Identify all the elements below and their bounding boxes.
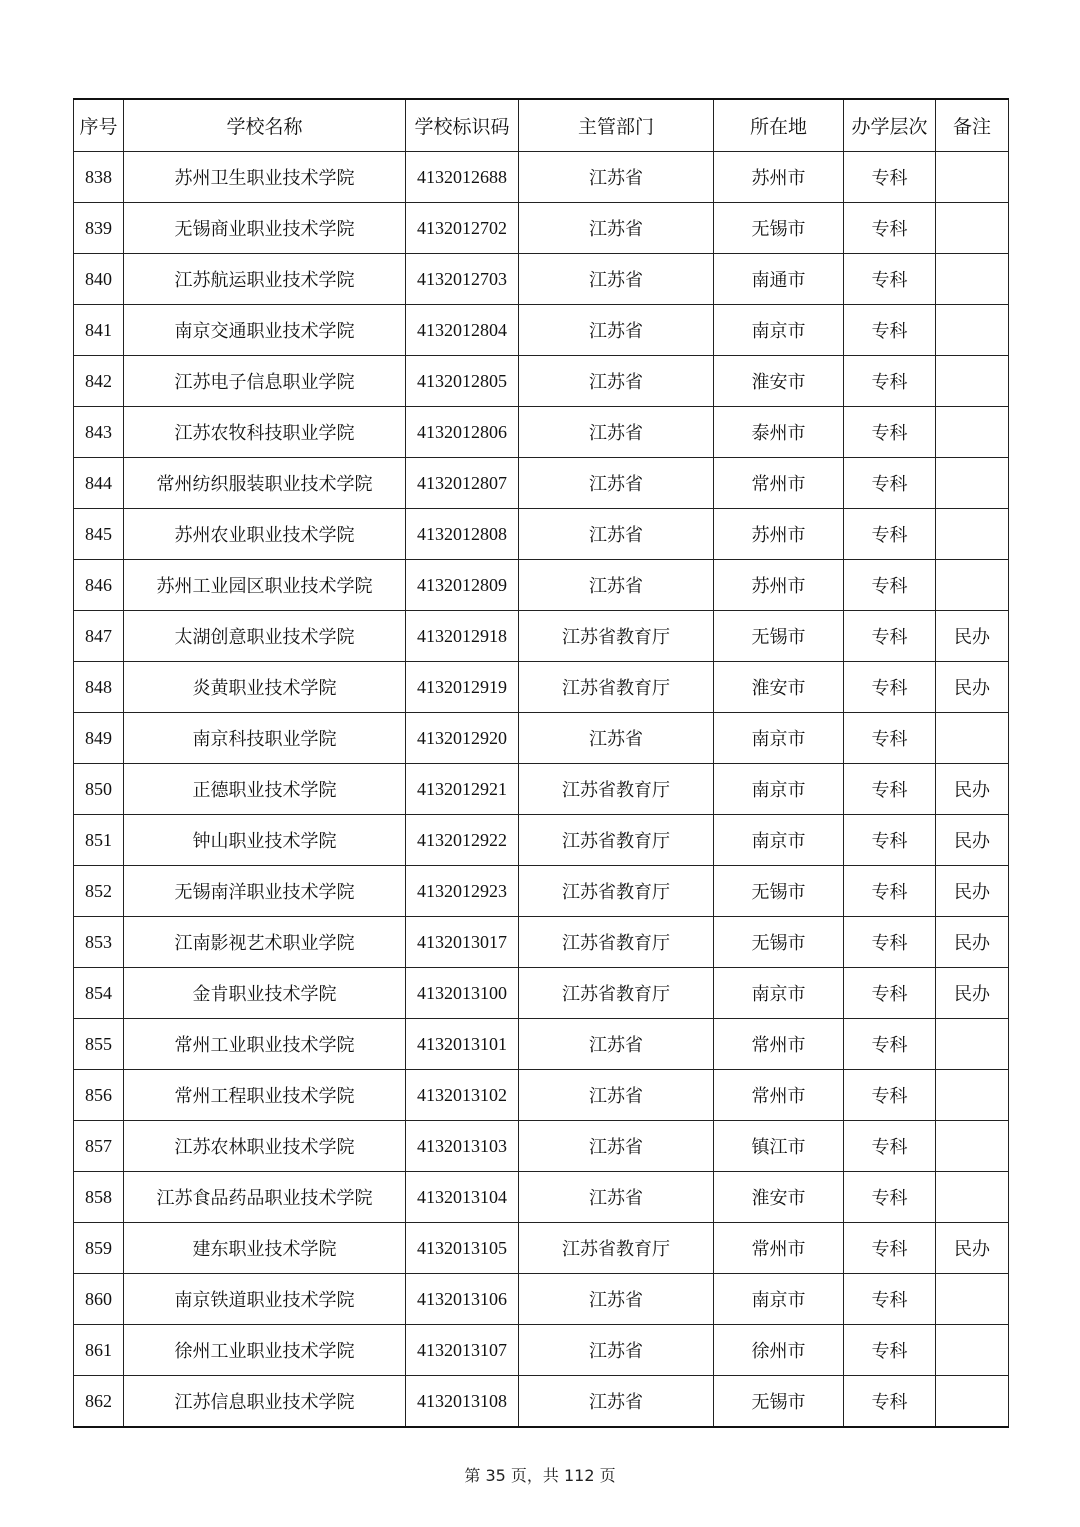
cell-level: 专科 <box>844 866 936 917</box>
cell-level: 专科 <box>844 1019 936 1070</box>
cell-school-code: 4132012808 <box>406 509 519 560</box>
cell-seq: 860 <box>74 1274 124 1325</box>
cell-department: 江苏省 <box>519 560 714 611</box>
cell-department: 江苏省教育厅 <box>519 764 714 815</box>
cell-seq: 851 <box>74 815 124 866</box>
cell-department: 江苏省教育厅 <box>519 917 714 968</box>
table-row <box>74 1070 1009 1121</box>
cell-department: 江苏省教育厅 <box>519 662 714 713</box>
cell-level: 专科 <box>844 407 936 458</box>
cell-department: 江苏省 <box>519 713 714 764</box>
cell-note: 民办 <box>936 764 1009 815</box>
cell-seq: 844 <box>74 458 124 509</box>
table-row <box>74 917 1009 968</box>
cell-department: 江苏省 <box>519 254 714 305</box>
cell-department: 江苏省教育厅 <box>519 866 714 917</box>
cell-note <box>936 1172 1009 1223</box>
table-row <box>74 611 1009 662</box>
table-row <box>74 713 1009 764</box>
cell-level: 专科 <box>844 662 936 713</box>
cell-seq: 853 <box>74 917 124 968</box>
cell-level: 专科 <box>844 203 936 254</box>
cell-note: 民办 <box>936 968 1009 1019</box>
cell-location: 南京市 <box>714 713 844 764</box>
cell-note <box>936 1376 1009 1428</box>
table-row <box>74 815 1009 866</box>
cell-level: 专科 <box>844 764 936 815</box>
cell-seq: 862 <box>74 1376 124 1428</box>
cell-level: 专科 <box>844 356 936 407</box>
cell-seq: 861 <box>74 1325 124 1376</box>
table-row <box>74 866 1009 917</box>
header-level: 办学层次 <box>844 99 936 152</box>
cell-school-code: 4132012922 <box>406 815 519 866</box>
cell-location: 徐州市 <box>714 1325 844 1376</box>
cell-school-name: 苏州工业园区职业技术学院 <box>124 560 406 611</box>
table-row <box>74 560 1009 611</box>
cell-seq: 840 <box>74 254 124 305</box>
cell-department: 江苏省教育厅 <box>519 815 714 866</box>
cell-school-name: 钟山职业技术学院 <box>124 815 406 866</box>
cell-location: 泰州市 <box>714 407 844 458</box>
cell-school-code: 4132012688 <box>406 152 519 203</box>
cell-school-code: 4132012923 <box>406 866 519 917</box>
cell-location: 无锡市 <box>714 203 844 254</box>
cell-department: 江苏省 <box>519 203 714 254</box>
cell-department: 江苏省 <box>519 1121 714 1172</box>
cell-note: 民办 <box>936 866 1009 917</box>
cell-seq: 859 <box>74 1223 124 1274</box>
table-row <box>74 407 1009 458</box>
cell-note <box>936 458 1009 509</box>
cell-location: 南京市 <box>714 815 844 866</box>
cell-seq: 850 <box>74 764 124 815</box>
cell-note <box>936 1070 1009 1121</box>
cell-note <box>936 1121 1009 1172</box>
cell-department: 江苏省 <box>519 458 714 509</box>
cell-location: 苏州市 <box>714 509 844 560</box>
cell-location: 南京市 <box>714 1274 844 1325</box>
table-row <box>74 1376 1009 1428</box>
cell-department: 江苏省 <box>519 152 714 203</box>
cell-school-name: 常州纺织服装职业技术学院 <box>124 458 406 509</box>
cell-location: 南京市 <box>714 305 844 356</box>
cell-school-code: 4132012804 <box>406 305 519 356</box>
cell-seq: 838 <box>74 152 124 203</box>
table-row <box>74 968 1009 1019</box>
cell-location: 镇江市 <box>714 1121 844 1172</box>
cell-school-name: 常州工业职业技术学院 <box>124 1019 406 1070</box>
cell-level: 专科 <box>844 305 936 356</box>
cell-department: 江苏省 <box>519 1325 714 1376</box>
cell-school-code: 4132013103 <box>406 1121 519 1172</box>
school-roster-table <box>73 98 1009 1428</box>
cell-school-code: 4132013100 <box>406 968 519 1019</box>
cell-location: 无锡市 <box>714 917 844 968</box>
cell-school-code: 4132012805 <box>406 356 519 407</box>
cell-location: 淮安市 <box>714 662 844 713</box>
cell-note <box>936 509 1009 560</box>
table-row <box>74 662 1009 713</box>
table-row <box>74 305 1009 356</box>
cell-school-code: 4132013102 <box>406 1070 519 1121</box>
table-row <box>74 1274 1009 1325</box>
table-row <box>74 203 1009 254</box>
cell-note <box>936 1019 1009 1070</box>
cell-school-name: 江苏航运职业技术学院 <box>124 254 406 305</box>
cell-department: 江苏省 <box>519 1376 714 1428</box>
cell-seq: 854 <box>74 968 124 1019</box>
cell-seq: 842 <box>74 356 124 407</box>
cell-location: 淮安市 <box>714 1172 844 1223</box>
cell-note: 民办 <box>936 815 1009 866</box>
cell-note: 民办 <box>936 1223 1009 1274</box>
table-row <box>74 1172 1009 1223</box>
table-row <box>74 1325 1009 1376</box>
cell-department: 江苏省 <box>519 1274 714 1325</box>
cell-seq: 847 <box>74 611 124 662</box>
cell-seq: 845 <box>74 509 124 560</box>
cell-location: 常州市 <box>714 458 844 509</box>
cell-note <box>936 560 1009 611</box>
cell-seq: 846 <box>74 560 124 611</box>
cell-department: 江苏省 <box>519 509 714 560</box>
header-school-name: 学校名称 <box>124 99 406 152</box>
cell-department: 江苏省 <box>519 305 714 356</box>
cell-school-code: 4132013107 <box>406 1325 519 1376</box>
cell-location: 南京市 <box>714 764 844 815</box>
cell-note <box>936 305 1009 356</box>
cell-school-name: 无锡南洋职业技术学院 <box>124 866 406 917</box>
cell-school-code: 4132012919 <box>406 662 519 713</box>
cell-school-code: 4132012921 <box>406 764 519 815</box>
cell-school-name: 金肯职业技术学院 <box>124 968 406 1019</box>
cell-seq: 848 <box>74 662 124 713</box>
table-row <box>74 509 1009 560</box>
cell-note <box>936 407 1009 458</box>
cell-school-name: 正德职业技术学院 <box>124 764 406 815</box>
cell-school-name: 常州工程职业技术学院 <box>124 1070 406 1121</box>
cell-department: 江苏省 <box>519 1172 714 1223</box>
cell-seq: 856 <box>74 1070 124 1121</box>
cell-location: 南通市 <box>714 254 844 305</box>
cell-location: 常州市 <box>714 1070 844 1121</box>
cell-note <box>936 713 1009 764</box>
cell-school-code: 4132012703 <box>406 254 519 305</box>
cell-seq: 858 <box>74 1172 124 1223</box>
cell-note: 民办 <box>936 662 1009 713</box>
cell-school-code: 4132013105 <box>406 1223 519 1274</box>
cell-note: 民办 <box>936 917 1009 968</box>
cell-school-name: 炎黄职业技术学院 <box>124 662 406 713</box>
table-row <box>74 1121 1009 1172</box>
cell-school-name: 江苏食品药品职业技术学院 <box>124 1172 406 1223</box>
cell-seq: 849 <box>74 713 124 764</box>
header-location: 所在地 <box>714 99 844 152</box>
header-school-code: 学校标识码 <box>406 99 519 152</box>
cell-seq: 839 <box>74 203 124 254</box>
cell-seq: 843 <box>74 407 124 458</box>
table-row <box>74 764 1009 815</box>
cell-school-name: 苏州卫生职业技术学院 <box>124 152 406 203</box>
cell-department: 江苏省教育厅 <box>519 1223 714 1274</box>
table-row <box>74 458 1009 509</box>
cell-school-code: 4132013017 <box>406 917 519 968</box>
cell-school-code: 4132013104 <box>406 1172 519 1223</box>
cell-school-name: 无锡商业职业技术学院 <box>124 203 406 254</box>
cell-note <box>936 1325 1009 1376</box>
cell-level: 专科 <box>844 152 936 203</box>
cell-note <box>936 1274 1009 1325</box>
cell-school-name: 江苏电子信息职业学院 <box>124 356 406 407</box>
cell-location: 苏州市 <box>714 152 844 203</box>
cell-school-code: 4132013101 <box>406 1019 519 1070</box>
cell-school-code: 4132012809 <box>406 560 519 611</box>
cell-school-name: 徐州工业职业技术学院 <box>124 1325 406 1376</box>
cell-location: 苏州市 <box>714 560 844 611</box>
table-row <box>74 254 1009 305</box>
cell-department: 江苏省 <box>519 1070 714 1121</box>
cell-level: 专科 <box>844 815 936 866</box>
cell-school-code: 4132013108 <box>406 1376 519 1428</box>
cell-location: 无锡市 <box>714 1376 844 1428</box>
cell-school-name: 建东职业技术学院 <box>124 1223 406 1274</box>
cell-level: 专科 <box>844 1070 936 1121</box>
page-footer: 第 35 页，共 112 页 <box>464 1466 616 1485</box>
cell-school-code: 4132012806 <box>406 407 519 458</box>
cell-location: 南京市 <box>714 968 844 1019</box>
cell-location: 无锡市 <box>714 866 844 917</box>
cell-level: 专科 <box>844 1121 936 1172</box>
cell-school-name: 江南影视艺术职业学院 <box>124 917 406 968</box>
cell-school-name: 江苏农林职业技术学院 <box>124 1121 406 1172</box>
cell-department: 江苏省教育厅 <box>519 611 714 662</box>
cell-level: 专科 <box>844 1325 936 1376</box>
cell-department: 江苏省 <box>519 1019 714 1070</box>
cell-school-code: 4132013106 <box>406 1274 519 1325</box>
cell-school-code: 4132012702 <box>406 203 519 254</box>
cell-school-code: 4132012918 <box>406 611 519 662</box>
table-row <box>74 1223 1009 1274</box>
cell-seq: 857 <box>74 1121 124 1172</box>
table-row <box>74 152 1009 203</box>
cell-seq: 855 <box>74 1019 124 1070</box>
cell-school-name: 苏州农业职业技术学院 <box>124 509 406 560</box>
table-body <box>74 152 1009 1428</box>
cell-location: 淮安市 <box>714 356 844 407</box>
cell-location: 常州市 <box>714 1019 844 1070</box>
cell-department: 江苏省 <box>519 356 714 407</box>
cell-school-name: 太湖创意职业技术学院 <box>124 611 406 662</box>
cell-level: 专科 <box>844 458 936 509</box>
cell-level: 专科 <box>844 1274 936 1325</box>
cell-seq: 852 <box>74 866 124 917</box>
cell-school-code: 4132012920 <box>406 713 519 764</box>
cell-level: 专科 <box>844 1223 936 1274</box>
cell-location: 无锡市 <box>714 611 844 662</box>
header-department: 主管部门 <box>519 99 714 152</box>
table-header-row <box>74 99 1009 152</box>
cell-note: 民办 <box>936 611 1009 662</box>
table-row <box>74 356 1009 407</box>
cell-level: 专科 <box>844 611 936 662</box>
table-row <box>74 1019 1009 1070</box>
cell-school-name: 江苏信息职业技术学院 <box>124 1376 406 1428</box>
header-note: 备注 <box>936 99 1009 152</box>
cell-seq: 841 <box>74 305 124 356</box>
header-seq: 序号 <box>74 99 124 152</box>
cell-school-name: 南京科技职业学院 <box>124 713 406 764</box>
cell-note <box>936 254 1009 305</box>
cell-note <box>936 203 1009 254</box>
cell-level: 专科 <box>844 968 936 1019</box>
cell-school-code: 4132012807 <box>406 458 519 509</box>
cell-school-name: 南京铁道职业技术学院 <box>124 1274 406 1325</box>
cell-department: 江苏省 <box>519 407 714 458</box>
cell-level: 专科 <box>844 254 936 305</box>
cell-level: 专科 <box>844 1376 936 1428</box>
cell-level: 专科 <box>844 509 936 560</box>
cell-department: 江苏省教育厅 <box>519 968 714 1019</box>
cell-level: 专科 <box>844 1172 936 1223</box>
cell-level: 专科 <box>844 713 936 764</box>
cell-level: 专科 <box>844 917 936 968</box>
cell-school-name: 南京交通职业技术学院 <box>124 305 406 356</box>
cell-level: 专科 <box>844 560 936 611</box>
cell-note <box>936 152 1009 203</box>
cell-school-name: 江苏农牧科技职业学院 <box>124 407 406 458</box>
cell-location: 常州市 <box>714 1223 844 1274</box>
cell-note <box>936 356 1009 407</box>
